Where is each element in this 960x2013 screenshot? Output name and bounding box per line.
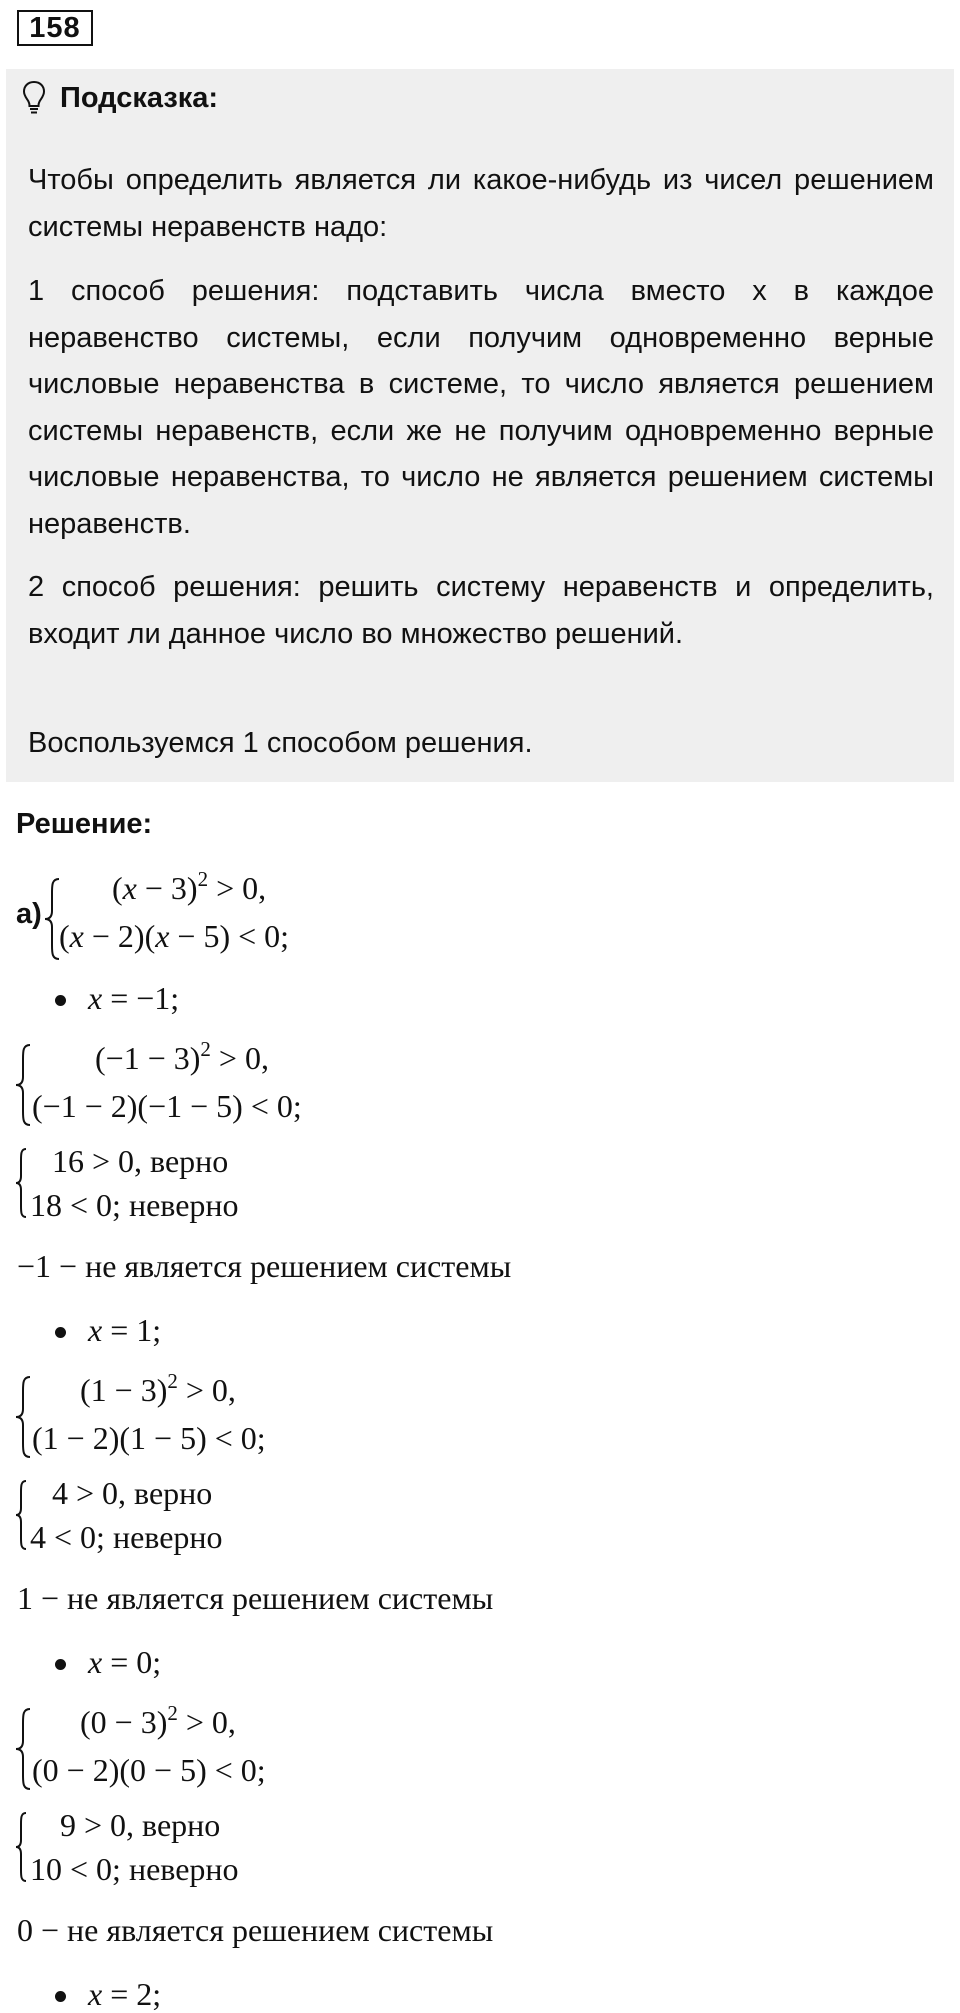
check2-res2: 4 < 0; неверно [30, 1519, 223, 1555]
bullet-dot [55, 995, 66, 1006]
hint-paragraph-4: Воспользуемся 1 способом решения. [28, 727, 533, 759]
hint-title [22, 80, 218, 116]
check1-result-brace [14, 1147, 28, 1219]
check3-sub1: $(0 - 3)^2 > 0$, [80, 1701, 236, 1740]
check2-res1: 4 > 0, верно [52, 1475, 213, 1511]
check1-res1: 16 > 0, верно [52, 1143, 229, 1179]
system-line-2: (x − 2)(x − 5) < 0; [59, 918, 290, 954]
check-bullet-4: x = 2; [88, 1976, 162, 2012]
system-line-1: $(x - 3)^2 > 0$, [112, 867, 267, 906]
solution-title: Решение: [16, 808, 153, 840]
check3-res2: 10 < 0; неверно [30, 1851, 239, 1887]
check3-brace [14, 1707, 32, 1791]
check-bullet-2: x = 1; [88, 1312, 162, 1348]
check1-res2: 18 < 0; неверно [30, 1187, 239, 1223]
lightbulb-icon [22, 80, 46, 116]
check3-sub2: (0 − 2)(0 − 5) < 0; [32, 1752, 266, 1788]
check2-brace [14, 1375, 32, 1459]
check3-res1: 9 > 0, верно [60, 1807, 221, 1843]
bullet-dot [55, 1991, 66, 2002]
check2-sub1: $(1 - 3)^2 > 0$, [80, 1369, 236, 1408]
bullet-dot [55, 1659, 66, 1670]
check1-sub1: $(-1 - 3)^2 > 0$, [95, 1037, 269, 1076]
hint-paragraph-3: 2 способ решения: решить систему неравенств и определить, входит ли данное число во множество решений. [28, 571, 934, 650]
hint-paragraph-1: Чтобы определить является ли какое-нибудь из чисел решением системы неравенств надо: [28, 164, 934, 243]
check1-brace [14, 1043, 32, 1127]
check1-sub2: (−1 − 2)(−1 − 5) < 0; [32, 1088, 302, 1124]
hint-title-text: Подсказка: [60, 81, 219, 114]
check3-result-brace [14, 1811, 28, 1883]
check1-conclusion: −1 − не является решением системы [17, 1248, 512, 1284]
check2-sub2: (1 − 2)(1 − 5) < 0; [32, 1420, 266, 1456]
check2-result-brace [14, 1479, 28, 1551]
part-label: а) [16, 898, 42, 930]
problem-number: 158 [17, 10, 93, 46]
bullet-dot [55, 1327, 66, 1338]
check-bullet-1: x = −1; [88, 980, 180, 1016]
hint-paragraph-2: 1 способ решения: подставить числа вместо x в каждое неравенство системы, если получим одновременно верные числовые неравенства в системе, то число является решением системы неравенств, если же не получим одновременно верные числовые неравенства, то число не является решением системы неравенств. [28, 275, 934, 540]
check3-conclusion: 0 − не является решением системы [17, 1912, 494, 1948]
check-bullet-3: x = 0; [88, 1644, 162, 1680]
check2-conclusion: 1 − не является решением системы [17, 1580, 494, 1616]
